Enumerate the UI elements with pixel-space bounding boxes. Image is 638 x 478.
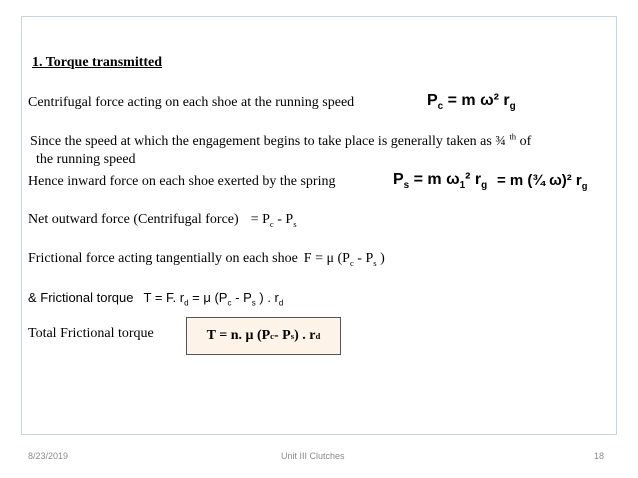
spring-force-text: Hence inward force on each shoe exerted by the spring [28, 174, 336, 189]
centrifugal-force-formula: $P_c = m$ ω² $r_g$ [427, 92, 516, 113]
frictional-torque-line: & Frictional torque T = F. $r_d = \mu$ ($P_c - P_s$ ) . $r_d$ [28, 290, 284, 308]
centrifugal-force-text: Centrifugal force acting on each shoe at the running speed [28, 95, 355, 110]
net-outward-force-line: Net outward force (Centrifugal force) = $P_c - P_s$ [28, 212, 297, 229]
spring-force-formula-substituted: = m (¾ ω)² $r_g$ [497, 172, 588, 191]
section-heading: 1. Torque transmitted [32, 55, 163, 70]
footer-date: 8/23/2019 [28, 451, 69, 461]
footer-page-number: 18 [594, 451, 605, 461]
spring-force-formula: $P_s = m$ $\omega_1^2$ $r_g$ [393, 171, 488, 192]
total-frictional-torque-text: Total Frictional torque [28, 326, 154, 341]
total-frictional-torque-formula-box: T = n. μ (P c - P s ) . r d [186, 317, 341, 355]
frictional-force-line: Frictional force acting tangentially on each shoe F = μ ($P_c - P_s$ ) [28, 251, 385, 268]
engagement-speed-text: Since the speed at which the engagement begins to take place is generally taken as ¾ $^{th}$ of the running speed [30, 131, 532, 167]
footer-title: Unit III Clutches [281, 451, 345, 461]
